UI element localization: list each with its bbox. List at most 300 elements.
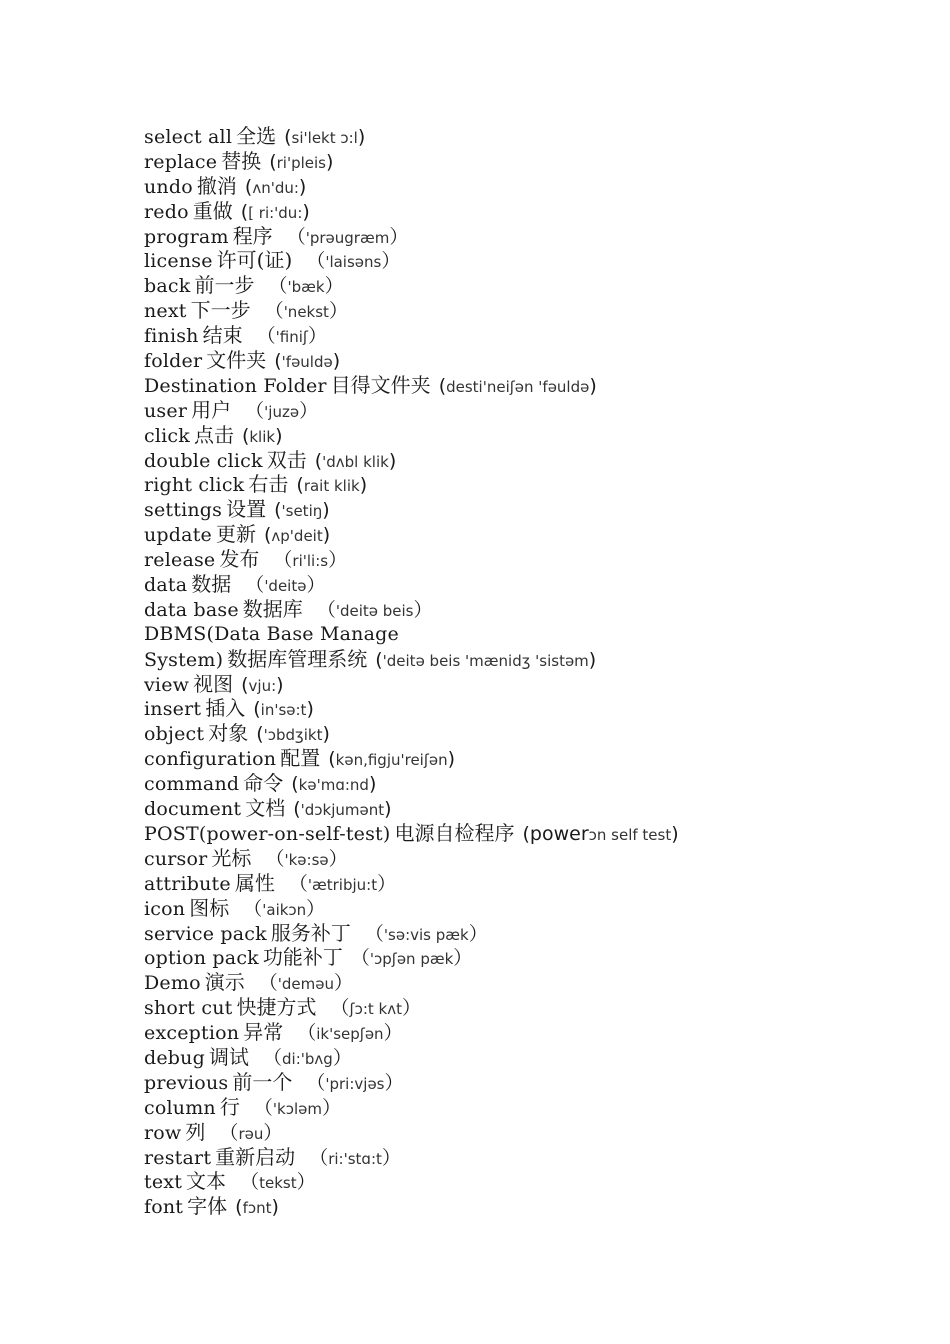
pronunciation-open: （ (259, 847, 285, 870)
chinese-translation: 属性 (234, 870, 275, 895)
pronunciation-close: ） (384, 1071, 404, 1094)
chinese-translation: 光标 (211, 845, 252, 870)
phonetic-transcription: fɔnt (242, 1199, 272, 1218)
english-term: configuration (144, 748, 277, 771)
pronunciation-close: ) (322, 723, 330, 746)
pronunciation (274, 499, 330, 521)
pronunciation-close: ) (588, 648, 597, 671)
english-term: DBMS(Data Base Manage (144, 622, 399, 645)
chinese-translation: 对象 (208, 721, 249, 746)
chinese-translation: 发布 (219, 547, 260, 572)
pronunciation (262, 275, 343, 297)
pronunciation-open: （ (256, 1046, 283, 1069)
pronunciation-open: ( (256, 723, 264, 746)
english-term: back (144, 275, 191, 298)
chinese-translation: 字体 (187, 1194, 228, 1219)
pronunciation-open: ( (314, 449, 323, 472)
pronunciation-open: （ (258, 300, 284, 323)
pronunciation (269, 151, 333, 173)
english-term: program (144, 225, 229, 248)
pronunciation-close: ) (271, 1196, 279, 1219)
pronunciation (259, 848, 347, 870)
pronunciation-close: ) (275, 424, 283, 447)
english-term: double click (144, 449, 263, 472)
vocab-entry (144, 1095, 924, 1120)
pronunciation (239, 400, 318, 422)
pronunciation-open: （ (300, 1071, 326, 1094)
chinese-translation: 配置 (280, 746, 321, 771)
pronunciation-close: ） (413, 598, 433, 621)
english-term: settings (144, 499, 223, 522)
vocab-entry (144, 1020, 924, 1045)
english-term: attribute (144, 872, 231, 895)
pronunciation (234, 1171, 316, 1193)
chinese-translation: 演示 (204, 970, 245, 995)
english-term: data base (144, 598, 239, 621)
phonetic-transcription: 'deitə beis 'mænidʒ 'sistəm (382, 651, 589, 670)
phonetic-transcription: 'prəugræm (305, 228, 390, 247)
pronunciation-close: ) (589, 374, 597, 397)
pronunciation (283, 873, 396, 895)
vocab-entry (144, 273, 924, 298)
pronunciation-open: ( (296, 474, 304, 497)
english-term: redo (144, 200, 189, 223)
chinese-translation: 右击 (248, 472, 289, 497)
phonetic-transcription: 'aikɔn (262, 900, 307, 919)
phonetic-transcription: 'fəuldə (281, 353, 333, 372)
pronunciation-close: ） (328, 847, 348, 870)
vocab-entry (144, 423, 924, 448)
chinese-translation: 前一个 (232, 1069, 293, 1094)
pronunciation-open: （ (350, 947, 370, 970)
vocab-entry (144, 896, 924, 921)
pronunciation (300, 250, 400, 272)
english-term: restart (144, 1146, 212, 1169)
chinese-translation: 文本 (186, 1169, 227, 1194)
pronunciation-open: ( (438, 374, 447, 397)
phonetic-transcription: 'kɔləm (272, 1099, 322, 1118)
phonetic-transcription: rait klik (303, 477, 360, 496)
pronunciation (267, 549, 347, 571)
vocab-entry (144, 547, 924, 572)
chinese-translation: 数据 (191, 572, 232, 597)
pronunciation (281, 226, 409, 248)
pronunciation-close: ） (377, 872, 397, 895)
pronunciation-open: （ (213, 1121, 239, 1144)
chinese-translation: 重新启动 (215, 1144, 296, 1169)
english-term: update (144, 524, 212, 547)
phonetic-transcription: desti'neiʃən 'fəuldə (446, 377, 590, 396)
pronunciation-open: （ (239, 574, 265, 597)
vocab-entry (144, 1070, 924, 1095)
vocab-entry (144, 796, 924, 821)
pronunciation (284, 126, 365, 148)
vocab-entry (144, 1169, 924, 1194)
pronunciation-open: ( (241, 424, 250, 447)
pronunciation (264, 524, 330, 546)
english-term: text (144, 1171, 183, 1194)
pronunciation-open: ( (274, 499, 282, 522)
pronunciation-open: ( (244, 175, 253, 198)
chinese-translation: 图标 (189, 895, 230, 920)
vocab-entry (144, 323, 924, 348)
vocab-entry (144, 622, 924, 647)
pronunciation-open: ( (269, 150, 277, 173)
pronunciation-close: ) (325, 150, 334, 173)
pronunciation-open: ( (240, 200, 249, 223)
vocab-entry (144, 771, 924, 796)
english-term: System) (144, 648, 224, 671)
phonetic-transcription: 'dɔkjumənt (300, 801, 385, 820)
pronunciation (303, 1147, 401, 1169)
english-term: next (144, 300, 187, 323)
chinese-translation: 电源自检程序 (394, 820, 515, 845)
english-term: row (144, 1121, 182, 1144)
english-term: debug (144, 1046, 205, 1069)
phonetic-transcription: 'deitə beis (335, 601, 414, 620)
chinese-translation: 数据库 (242, 596, 303, 621)
english-term: previous (144, 1071, 229, 1094)
pronunciation (315, 450, 397, 472)
pronunciation-close: ) (368, 773, 377, 796)
pronunciation-close: ） (306, 574, 326, 597)
pronunciation (241, 674, 283, 696)
english-term: finish (144, 325, 199, 348)
phonetic-transcription: 'nekst (283, 303, 329, 322)
english-term: cursor (144, 847, 208, 870)
pronunciation-close: ) (671, 822, 679, 845)
english-term: object (144, 723, 205, 746)
chinese-translation: 数据库管理系统 (227, 646, 368, 671)
english-term: release (144, 549, 216, 572)
phonetic-transcription: 'sə:vis pæk (383, 925, 469, 944)
vocab-entry (144, 348, 924, 373)
vocab-entry (144, 945, 924, 970)
pronunciation-open: （ (247, 1096, 273, 1119)
chinese-translation: 程序 (232, 223, 273, 248)
english-term: undo (144, 175, 193, 198)
english-term: service pack (144, 922, 267, 945)
chinese-translation: 设置 (226, 497, 267, 522)
pronunciation (300, 1072, 403, 1094)
pronunciation (245, 176, 306, 198)
chinese-translation: 文档 (245, 796, 286, 821)
pronunciation (291, 773, 376, 795)
pronunciation-open: （ (291, 1022, 317, 1045)
vocab-entry (144, 970, 924, 995)
phonetic-transcription: [ ri:'du: (248, 203, 303, 222)
pronunciation-close: ） (328, 549, 348, 572)
english-term: select all (144, 126, 233, 148)
vocab-entry (144, 149, 924, 174)
pronunciation-open: （ (300, 250, 326, 273)
pronunciation-open: ( (235, 1196, 243, 1219)
phonetic-transcription: ri'pleis (276, 153, 326, 172)
chinese-translation: 目得文件夹 (330, 372, 431, 397)
pronunciation-close: ) (322, 524, 331, 547)
pronunciation (235, 1196, 279, 1218)
vocab-entry (144, 248, 924, 273)
pronunciation (241, 201, 310, 223)
pronunciation (293, 798, 391, 820)
pronunciation-open: （ (267, 549, 293, 572)
pronunciation (256, 723, 330, 745)
pronunciation (351, 947, 472, 969)
chinese-translation: 下一步 (190, 298, 251, 323)
pronunciation-open: ( (284, 126, 292, 148)
english-term: user (144, 399, 188, 422)
pronunciation-close: ） (389, 225, 409, 248)
phonetic-transcription: 'ɔbdʒikt (263, 726, 323, 745)
pronunciation-open: （ (239, 399, 265, 422)
english-term: license (144, 250, 213, 273)
pronunciation (311, 599, 433, 621)
vocab-entry (144, 1194, 924, 1219)
vocab-entry (144, 597, 924, 622)
pronunciation (242, 425, 283, 447)
pronunciation (253, 972, 353, 994)
english-term: right click (144, 474, 245, 497)
pronunciation-close: ） (453, 947, 473, 970)
phonetic-transcription: ʌp'deit (271, 527, 323, 546)
vocab-entry (144, 647, 924, 672)
vocabulary-list (144, 124, 924, 1219)
phonetic-transcription: ɔn self test (588, 825, 672, 844)
phonetic-transcription: 'bæk (287, 278, 325, 297)
pronunciation-close: ) (306, 698, 314, 721)
chinese-translation: 功能补丁 (262, 945, 343, 970)
phonetic-transcription: kən,figju'reiʃən (335, 751, 448, 770)
phonetic-transcription: si'lekt ɔ:l (291, 129, 358, 147)
phonetic-transcription: klik (249, 427, 276, 446)
phonetic-transcription: 'kə:sə (284, 850, 329, 869)
pronunciation-open: ( (263, 524, 272, 547)
pronunciation-open: （ (303, 1146, 329, 1169)
vocab-entry (144, 448, 924, 473)
vocab-entry (144, 472, 924, 497)
pronunciation (253, 698, 314, 720)
phonetic-transcription: rəu (238, 1124, 264, 1143)
english-term: exception (144, 1022, 240, 1045)
english-term: option pack (144, 947, 259, 970)
pronunciation-open: ( (328, 748, 336, 771)
chinese-translation: 列 (185, 1119, 206, 1144)
vocab-entry (144, 921, 924, 946)
chinese-translation: 前一步 (194, 273, 255, 298)
chinese-translation: 快捷方式 (236, 995, 317, 1020)
chinese-translation: 调试 (208, 1044, 249, 1069)
pronunciation-close: ) (384, 798, 392, 821)
pronunciation-open: ( (241, 673, 249, 696)
phonetic-transcription: 'ɔpʃən pæk (369, 950, 454, 969)
pronunciation-close: ) (447, 748, 456, 771)
pronunciation-open: ( (274, 350, 282, 373)
vocab-entry (144, 1120, 924, 1145)
vocab-entry (144, 398, 924, 423)
vocab-entry (144, 1045, 924, 1070)
english-term: data (144, 574, 188, 597)
chinese-translation: 替换 (221, 148, 262, 173)
pronunciation-open: （ (282, 872, 308, 895)
pronunciation (375, 649, 596, 671)
phonetic-transcription: ʃɔ:t kʌt (349, 1000, 402, 1019)
pronunciation (257, 1047, 352, 1069)
vocab-entry (144, 995, 924, 1020)
pronunciation (291, 1022, 402, 1044)
vocab-entry (144, 721, 924, 746)
english-term: replace (144, 150, 218, 173)
phonetic-transcription: ʌn'du: (252, 178, 299, 197)
vocab-entry (144, 174, 924, 199)
pronunciation (213, 1122, 282, 1144)
chinese-translation: 重做 (192, 198, 233, 223)
pronunciation-open: （ (358, 922, 384, 945)
phonetic-transcription: ri:'stɑ:t (328, 1149, 382, 1168)
pronunciation (274, 350, 340, 372)
pronunciation (523, 823, 679, 845)
pronunciation-close: ) (302, 200, 310, 223)
english-term: command (144, 773, 240, 796)
phonetic-transcription: 'finiʃ (275, 328, 308, 347)
phonetic-transcription: di:'bʌg (282, 1049, 333, 1068)
pronunciation-close: ) (298, 175, 307, 198)
vocab-entry (144, 522, 924, 547)
pronunciation-close: ） (334, 972, 354, 995)
pronunciation-close: ) (388, 449, 397, 472)
pronunciation-open: （ (280, 225, 306, 248)
english-term: short cut (144, 997, 233, 1020)
chinese-translation: 双击 (266, 447, 307, 472)
english-term: POST(power-on-self-test) (144, 822, 391, 845)
pronunciation-open: （ (234, 1171, 260, 1194)
pronunciation-close: ） (381, 1146, 401, 1169)
pronunciation (359, 923, 488, 945)
pronunciation (328, 748, 455, 770)
english-term: view (144, 673, 190, 696)
english-term: column (144, 1096, 216, 1119)
vocab-entry (144, 1145, 924, 1170)
phonetic-transcription: vju: (248, 676, 277, 695)
pronunciation (325, 997, 422, 1019)
vocab-entry (144, 572, 924, 597)
english-term: document (144, 798, 242, 821)
pronunciation-close: ） (468, 922, 488, 945)
phonetic-transcription: 'laisəns (325, 253, 382, 272)
phonetic-transcription: 'ætribju:t (307, 875, 378, 894)
phonetic-transcription: 'juzə (264, 402, 300, 421)
vocab-entry (144, 696, 924, 721)
pronunciation-open: （ (310, 598, 336, 621)
vocab-entry (144, 298, 924, 323)
phonetic-transcription: kə'mɑ:nd (298, 776, 369, 795)
pronunciation-close: ） (299, 399, 319, 422)
chinese-translation: 用户 (191, 397, 232, 422)
pronunciation-close: ) (357, 126, 366, 148)
chinese-translation: 服务补丁 (270, 920, 351, 945)
chinese-translation: 文件夹 (206, 348, 267, 373)
chinese-translation: 命令 (243, 771, 284, 796)
chinese-translation: 全选 (236, 124, 277, 148)
pronunciation-close: ） (263, 1121, 283, 1144)
chinese-translation: 更新 (215, 522, 256, 547)
pronunciation-open: ( (253, 698, 261, 721)
chinese-translation: 行 (219, 1094, 240, 1119)
vocab-entry (144, 746, 924, 771)
english-term: Destination Folder (144, 374, 327, 397)
phonetic-transcription: tekst (259, 1174, 297, 1193)
pronunciation (248, 1097, 341, 1119)
chinese-translation: 异常 (243, 1020, 284, 1045)
phonetic-transcription: 'deitə (264, 577, 307, 596)
pronunciation-close: ) (322, 499, 330, 522)
chinese-translation: 许可(证) (216, 248, 293, 273)
vocab-entry (144, 224, 924, 249)
phonetic-transcription: 'deməu (277, 975, 335, 994)
pronunciation-close: ) (332, 350, 341, 373)
english-term: click (144, 424, 190, 447)
pronunciation-close: ） (321, 1096, 341, 1119)
english-term: icon (144, 897, 186, 920)
vocab-entry (144, 373, 924, 398)
pronunciation-open: （ (252, 972, 278, 995)
pronunciation-open: ( (375, 648, 383, 671)
pronunciation-close: ) (276, 673, 284, 696)
pronunciation-close: ） (401, 997, 421, 1020)
pronunciation-open: （ (237, 897, 263, 920)
chinese-translation: 插入 (205, 696, 246, 721)
chinese-translation: 结束 (202, 323, 243, 348)
chinese-translation: 视图 (193, 671, 234, 696)
vocab-entry (144, 199, 924, 224)
pronunciation-close: ） (324, 275, 344, 298)
pronunciation-close: ） (383, 1022, 403, 1045)
chinese-translation: 撤消 (196, 173, 237, 198)
pronunciation-close: ） (307, 325, 327, 348)
english-term: folder (144, 350, 203, 373)
english-term: insert (144, 698, 202, 721)
phonetic-transcription: in'sə:t (260, 701, 307, 720)
pronunciation-open: （ (324, 997, 350, 1020)
vocab-entry (144, 672, 924, 697)
pronunciation-close: ） (296, 1171, 316, 1194)
pronunciation (239, 574, 325, 596)
pronunciation (296, 474, 367, 496)
pronunciation-close: ） (381, 250, 401, 273)
phonetic-transcription: 'pri:vjəs (325, 1074, 385, 1093)
pronunciation (439, 375, 597, 397)
vocab-entry (144, 124, 924, 149)
pronunciation-close: ） (306, 897, 326, 920)
pronunciation-open: ( (291, 773, 299, 796)
english-term: Demo (144, 972, 201, 995)
vocab-entry (144, 871, 924, 896)
pronunciation-close: ） (328, 300, 348, 323)
pronunciation (237, 898, 325, 920)
phonetic-transcription: ri'li:s (292, 552, 329, 571)
english-term: font (144, 1196, 184, 1219)
pronunciation (259, 300, 348, 322)
vocab-entry (144, 846, 924, 871)
phonetic-transcription: ik'sepʃən (316, 1025, 384, 1044)
vocab-entry (144, 497, 924, 522)
pronunciation-close: ) (359, 474, 368, 497)
phonetic-transcription: 'dʌbl klik (322, 452, 389, 471)
phonetic-transcription: 'setiŋ (281, 502, 323, 521)
pronunciation-open: （ (262, 275, 288, 298)
vocab-entry (144, 821, 924, 846)
pronunciation (251, 325, 327, 347)
pronunciation-close: ） (332, 1046, 352, 1069)
